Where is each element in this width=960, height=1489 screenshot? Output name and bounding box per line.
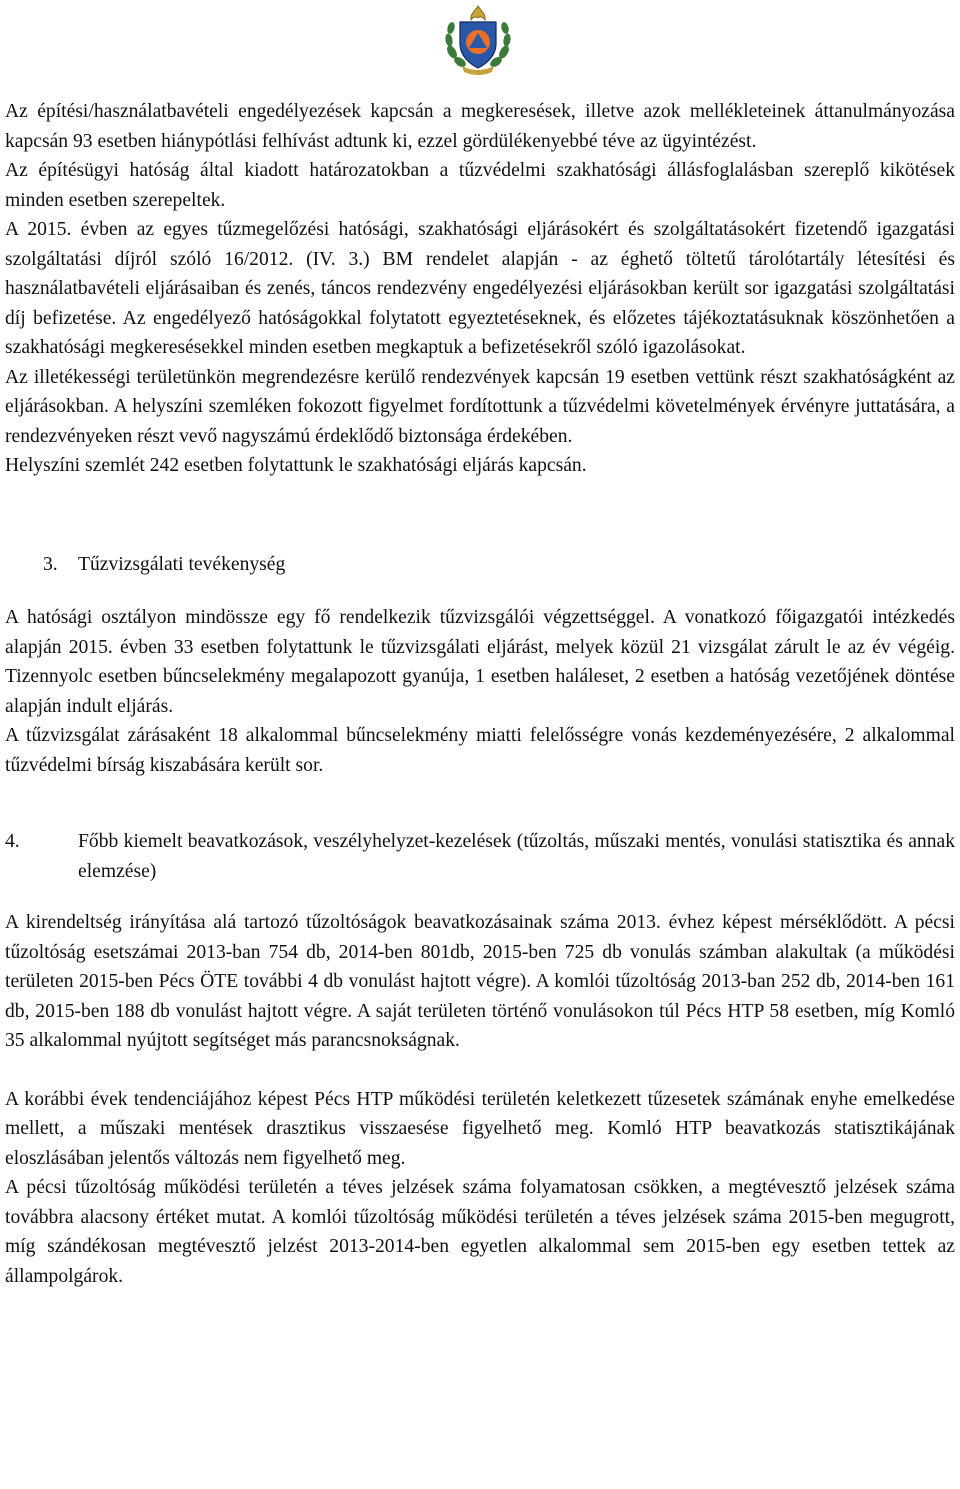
paragraph-conditions: Az építésügyi hatóság által kiadott határozatokban a tűzvédelmi szakhatósági állásfoglalásban szereplő kikötések minden esetben szerepeltek.: [5, 160, 955, 211]
section-4-number: 4.: [5, 831, 20, 852]
fire-service-emblem-icon: [440, 4, 516, 76]
section-4-paragraph-1: A kirendeltség irányítása alá tartozó tűzoltóságok beavatkozásainak száma 2013. évhez képest mérséklődött. A pécsi tűzoltóság esetszámai 2013-ban 754 db, 2014-ben 801db, 2015-ben 725 db vonulás számban alakultak (a működési területen 2015-ben Pécs ÖTE további 4 db vonulást hajtott végre). A komlói tűzoltóság 2013-ban 252 db, 2014-ben 161 db, 2015-ben 188 db vonulást hajtott végre. A saját területen történő vonulásokon túl Pécs HTP 58 esetben, míg Komló 35 alkalommal nyújtott segítséget más parancsnokságnak.: [5, 912, 955, 1051]
paragraph-inspections: Helyszíni szemlét 242 esetben folytattunk le szakhatósági eljárás kapcsán.: [5, 455, 587, 476]
document-page: [5, 97, 955, 1291]
flame-crest: [471, 6, 485, 20]
paragraph-events: Az illetékességi területünkön megrendezésre kerülő rendezvények kapcsán 19 esetben vettünk részt szakhatóságként az eljárásokban. A helyszíni szemléken fokozott figyelmet fordítottunk a tűzvédelmi követelmények érvényre juttatására, a rendezvényeken részt vevő nagyszámú érdeklődő biztonsága érdekében.: [5, 366, 955, 447]
section-3-number: 3.: [43, 553, 58, 575]
section-3-title: Tűzvizsgálati tevékenység: [78, 553, 286, 575]
section-4-heading: [5, 827, 955, 886]
section-4-paragraph-2: A korábbi évek tendenciájához képest Pécs HTP működési területén keletkezett tűzesetek számának enyhe emelkedése mellett, a műszaki mentések drasztikus visszaesése figyelhető meg. Komló HTP beavatkozás statisztikájának eloszlásában jelentős változás nem figyelhető meg.: [5, 1088, 955, 1169]
section-3-paragraph-1: A hatósági osztályon mindössze egy fő rendelkezik tűzvizsgálói végzettséggel. A vonatkozó főigazgatói intézkedés alapján 2015. évben 33 esetben folytattunk le tűzvizsgálati eljárást, melyek közül 21 vizsgálat zárult le az év végéig. Tizennyolc esetben bűncselekmény megalapozott gyanúja, 1 esetben haláleset, 2 esetben a hatóság vezetőjének döntése alapján indult eljárás.: [5, 607, 955, 717]
section-4-title: Főbb kiemelt beavatkozások, veszélyhelyzet-kezelések (tűzoltás, műszaki mentés, vonulási statisztika és annak elemzése): [78, 831, 955, 882]
paragraph-permits: Az építési/használatbavételi engedélyezések kapcsán a megkeresések, illetve azok mellékleteinek áttanulmányozása kapcsán 93 esetben hiánypótlási felhívást adtunk ki, ezzel gördülékenyebbé téve az ügyintézést.: [5, 101, 955, 152]
section-4-paragraph-3: A pécsi tűzoltóság működési területén a téves jelzések száma folyamatosan csökken, a megtévesztő jelzések száma továbbra alacsony értéket mutat. A komlói tűzoltóság működési területén a téves jelzések száma 2015-ben megugrott, míg szándékosan megtévesztő jelzést 2013-2014-ben egyetlen alkalommal sem 2015-ben egy esetben tettek az állampolgárok.: [5, 1177, 955, 1287]
paragraph-fees: A 2015. évben az egyes tűzmegelőzési hatósági, szakhatósági eljárásokért és szolgáltatásokért fizetendő igazgatási szolgáltatási díjról szóló 16/2012. (IV. 3.) BM rendelet alapján - az éghető töltetű tárolótartály létesítési és használatbavételi eljárásaiban és zenés, táncos rendezvény engedélyezési eljárásokban került sor igazgatási szolgáltatási díj befizetése. Az engedélyező hatóságokkal folytatott egyeztetéseknek, és előzetes tájékoztatásuknak köszönhetően a szakhatósági megkeresésekkel minden esetben megkaptuk a befizetésekről szóló igazolásokat.: [5, 219, 955, 358]
section-3-paragraph-2: A tűzvizsgálat zárásaként 18 alkalommal bűncselekmény miatti felelősségre vonás kezdeményezésére, 2 alkalommal tűzvédelmi bírság kiszabására került sor.: [5, 725, 955, 776]
section-3-heading: [5, 550, 955, 580]
